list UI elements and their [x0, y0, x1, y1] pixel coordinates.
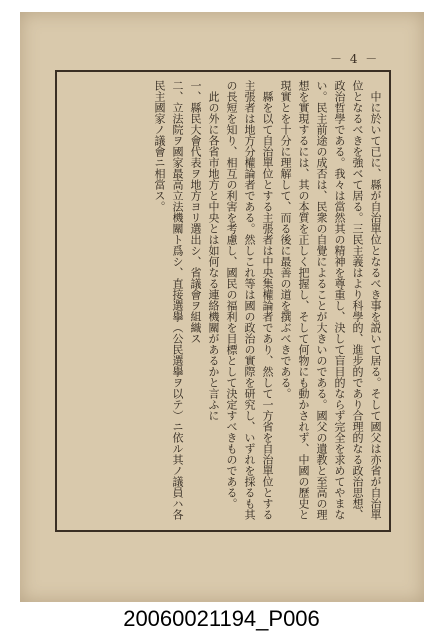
list-item: 二、立法院ヲ國家最高立法機關ト爲シ、直接選擧（公民選擧ヲ以テ）ニ依ル其ノ議員ハ各民主國家ノ議會ニ相當ス。 — [153, 80, 184, 520]
vertical-text-body — [62, 80, 384, 524]
paragraph: 縣を以て自治單位とする主張者は中央集權論者であり、然して一方省を自治單位とする主張者は地方分權論者である。然しこれ等は國の政治の實際を研究し、いずれを採るも其の長短を知り、相互の利害を考慮し、國民の福利を目標として決定すべきものである。 — [225, 80, 274, 520]
list-item: 一、縣民大會代表ヲ地方ヨリ選出シ、省議會ヲ組織ス — [189, 80, 202, 344]
page-number: － 4 － — [330, 52, 380, 66]
image-caption: 20060021194_P006 — [123, 606, 320, 631]
paragraph: 中に於いて已に、縣が自治單位となるべき事を説いて居る。そして國父は亦省が自治單位となるべきを強ベて居る。三民主義はより科學的、進步的であり合理的なる政治思想、政治哲學である。我々は當然其の精神を尊重し、決して盲目的ならず完全を求めてやまない。民主前途の成否は、民衆の自覺によることが大きいのである。國父の遺教と至高の理想を實現するには、其の本質を正しく把握し、そして何物にも動かされず、中國の歷史と現實とを十分に理解して、而る後に最善の道を撰ぶべきである。 — [279, 80, 382, 520]
closing-paragraph: 此の外に各省市地方と中央とは如何なる連絡機關があるかと言ふに — [207, 91, 220, 421]
